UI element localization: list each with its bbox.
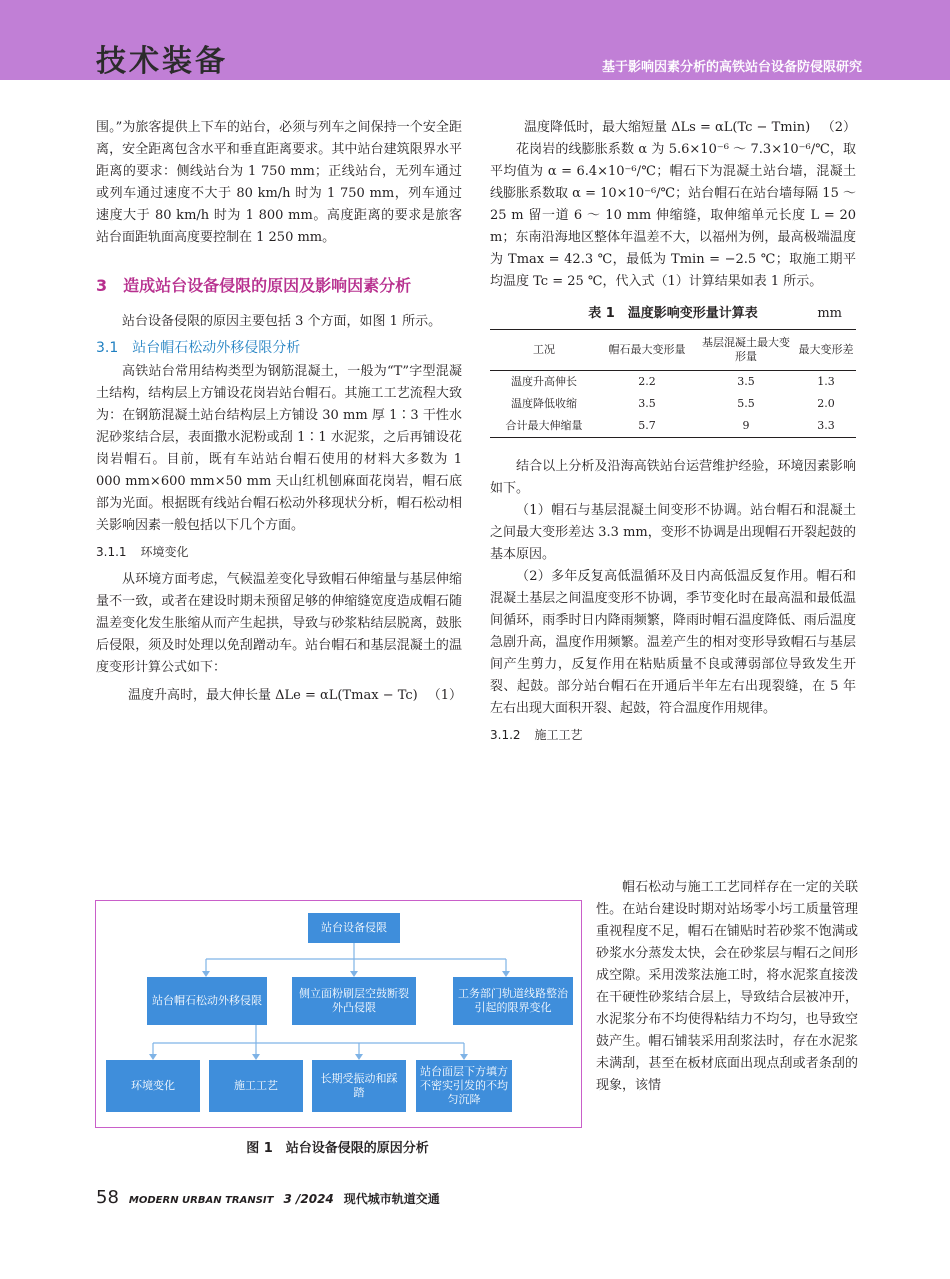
table-row [490, 371, 856, 394]
table-header: 帽石最大变形量 [598, 330, 696, 371]
heading-number: 3.1.2 [490, 728, 521, 742]
running-title: 基于影响因素分析的高铁站台设备防侵限研究 [601, 60, 862, 75]
paragraph: （2）多年反复高低温循环及日内高低温反复作用。帽石和混凝土基层之间温度变形不协调，季节变化时在最高温和最低温间循环，雨季时日内降雨频繁，降雨时帽石温度降低、雨后温度急剧升高，温度作用频繁。温差产生的相对变形导致帽石与基层间产生剪力，反复作用在粘贴质量不良或薄弱部位导致发生开裂、起鼓。部分站台帽石在开通后半年左右出现裂缝，在 5 年左右出现大面积开裂、起鼓，符合温度作用规律。 [490, 569, 856, 716]
paragraph: 帽石松动与施工工艺同样存在一定的关联性。在站台建设时期对站场零小圬工质量管理重视程度不足，帽石在铺贴时若砂浆不饱满或砂浆水分蒸发太快，会在砂浆层与帽石之间形成空隙。采用泼浆法施工时，将水泥浆直接泼在干硬性砂浆结合层上，导致结合层被冲开，水泥浆分布不均使得粘结力不均匀，也导致空鼓产生。帽石铺装采用刮浆法时，存在水泥浆未满刮，甚至在板材底面出现点刮或者条刮的现象，该情 [596, 880, 858, 1093]
table-header: 最大变形差 [796, 330, 856, 371]
section-heading-3: 3 造成站台设备侵限的原因及影响因素分析 [96, 276, 412, 295]
journal-name-cn: 现代城市轨道交通 [343, 1192, 440, 1206]
formula-number: （2） [821, 120, 856, 135]
root-node: 站台设备侵限 [308, 913, 400, 943]
paragraph: 结合以上分析及沿海高铁站台运营维护经验，环境因素影响如下。 [490, 459, 856, 496]
factor-node: 长期受振动和踩踏 [312, 1060, 406, 1112]
paragraph: 高铁站台常用结构类型为钢筋混凝土，一般为“T”字型混凝土结构，结构层上方铺设花岗岩站台帽石。其施工工艺流程大致为：在钢筋混凝土站台结构层上方铺设 30 mm 厚 1∶3 干性水泥砂浆结合层，表面撒水泥粉或刮 1∶1 水泥浆，之后再铺设花岗岩帽石。目前，既有车站站台帽石使用的材料大多数为 1 000 mm×600 mm×50 mm 天山红机刨麻面花岗岩，帽石底部为光面。根据既有线站台帽石松动外移现状分析，帽石松动相关影响因素一般包括以下几个方面。 [96, 364, 462, 533]
cause-node: 侧立面粉刷层空鼓断裂外凸侵限 [292, 977, 416, 1025]
right-column [490, 117, 856, 752]
table-title: 表 1 温度影响变形量计算表 [588, 306, 758, 321]
heading-text: 施工工艺 [534, 728, 583, 742]
header-band [0, 0, 950, 80]
factor-node: 环境变化 [106, 1060, 200, 1112]
page-footer [96, 1187, 440, 1208]
formula-text: 温度降低时，最大缩短量 ΔLs = αL(Tc − Tmin) [524, 120, 811, 135]
journal-name-en: MODERN URBAN TRANSIT [128, 1195, 274, 1206]
subsection-heading-3-1: 3.1 站台帽石松动外移侵限分析 [96, 340, 301, 356]
factor-node: 站台面层下方填方不密实引发的不均匀沉降 [416, 1060, 512, 1112]
formula-text: 温度升高时，最大伸长量 ΔLe = αL(Tmax − Tc) [128, 688, 418, 703]
figure-1 [95, 900, 582, 1128]
section-title: 技术装备 [96, 44, 228, 79]
table-row [490, 415, 856, 438]
table-cell: 2.2 [638, 375, 656, 388]
page-number: 58 [96, 1187, 119, 1208]
cause-node: 站台帽石松动外移侵限 [147, 977, 267, 1025]
table-cell: 3.5 [638, 397, 656, 410]
table-cell: 9 [696, 415, 796, 438]
figure-caption: 图 1 站台设备侵限的原因分析 [246, 1141, 429, 1156]
heading-number: 3.1.1 [96, 545, 127, 559]
table-header: 基层混凝土最大变形量 [696, 330, 796, 371]
table-cell: 2.0 [817, 397, 835, 410]
subsubsection-heading-3-1-2 [490, 724, 856, 746]
subsubsection-heading-3-1-1 [96, 541, 462, 563]
table-cell: 温度升高伸长 [511, 375, 577, 388]
table-cell: 3.3 [796, 415, 856, 438]
table-cell: 5.7 [598, 415, 696, 438]
wrapped-text-block [596, 877, 858, 1097]
paragraph: 从环境方面考虑，气候温差变化导致帽石伸缩量与基层伸缩量不一致，或者在建设时期未预留足够的伸缩缝宽度造成帽石随温差变化发生胀缩从而产生起拱，导致与砂浆粘结层脱离，鼓胀后侵限，须及时处理以免刮蹭动车。站台帽石和基层混凝土的温度变形计算公式如下： [96, 572, 462, 675]
table-unit: mm [817, 306, 842, 321]
factor-node: 施工工艺 [209, 1060, 303, 1112]
formula-number: （1） [427, 688, 462, 703]
table-cell: 3.5 [737, 375, 755, 388]
table-row [490, 393, 856, 415]
heading-text: 环境变化 [140, 545, 189, 559]
formula-2 [490, 117, 856, 139]
table-header: 工况 [490, 330, 598, 371]
cause-node: 工务部门轨道线路整治引起的限界变化 [453, 977, 573, 1025]
issue-number: 3 /2024 [283, 1192, 334, 1206]
paragraph: 花岗岩的线膨胀系数 α 为 5.6×10⁻⁶ ～ 7.3×10⁻⁶/℃，取平均值为 α = 6.4×10⁻⁶/℃；帽石下为混凝土站台墙，混凝土线膨胀系数取 α = 10×10⁻⁶/℃；站台帽石在站台墙每隔 15 ～ 25 m 留一道 6 ～ 10 mm 伸缩缝，取伸缩单元长度 L = 20 m；东南沿海地区整体年温差不大，以福州为例，最高极端温度为 Tmax = 42.3 ℃，最低为 Tmin = −2.5 ℃；取施工期平均温度 Tc = 25 ℃，代入式（1）计算结果如表 1 所示。 [490, 142, 856, 289]
deformation-table [490, 329, 856, 438]
table-cell: 温度降低收缩 [511, 397, 577, 410]
table-caption [490, 303, 856, 325]
left-column [96, 117, 462, 707]
formula-1 [96, 685, 462, 707]
paragraph: （1）帽石与基层混凝土间变形不协调。站台帽石和混凝土之间最大变形差达 3.3 mm，变形不协调是出现帽石开裂起鼓的基本原因。 [490, 503, 856, 562]
table-cell: 5.5 [737, 397, 755, 410]
table-cell: 合计最大伸缩量 [490, 415, 598, 438]
paragraph: 站台设备侵限的原因主要包括 3 个方面，如图 1 所示。 [122, 314, 442, 329]
paragraph: 围。”为旅客提供上下车的站台，必须与列车之间保持一个安全距离，安全距离包含水平和垂直距离要求。其中站台建筑限界水平距离的要求：侧线站台为 1 750 mm；正线站台，无列车通过或列车通过速度不大于 80 km/h 时为 1 750 mm，列车通过速度大于 80 km/h 时为 1 800 mm。高度距离的要求是旅客站台面距轨面高度要控制在 1 250 mm。 [96, 120, 462, 245]
table-cell: 1.3 [817, 375, 835, 388]
